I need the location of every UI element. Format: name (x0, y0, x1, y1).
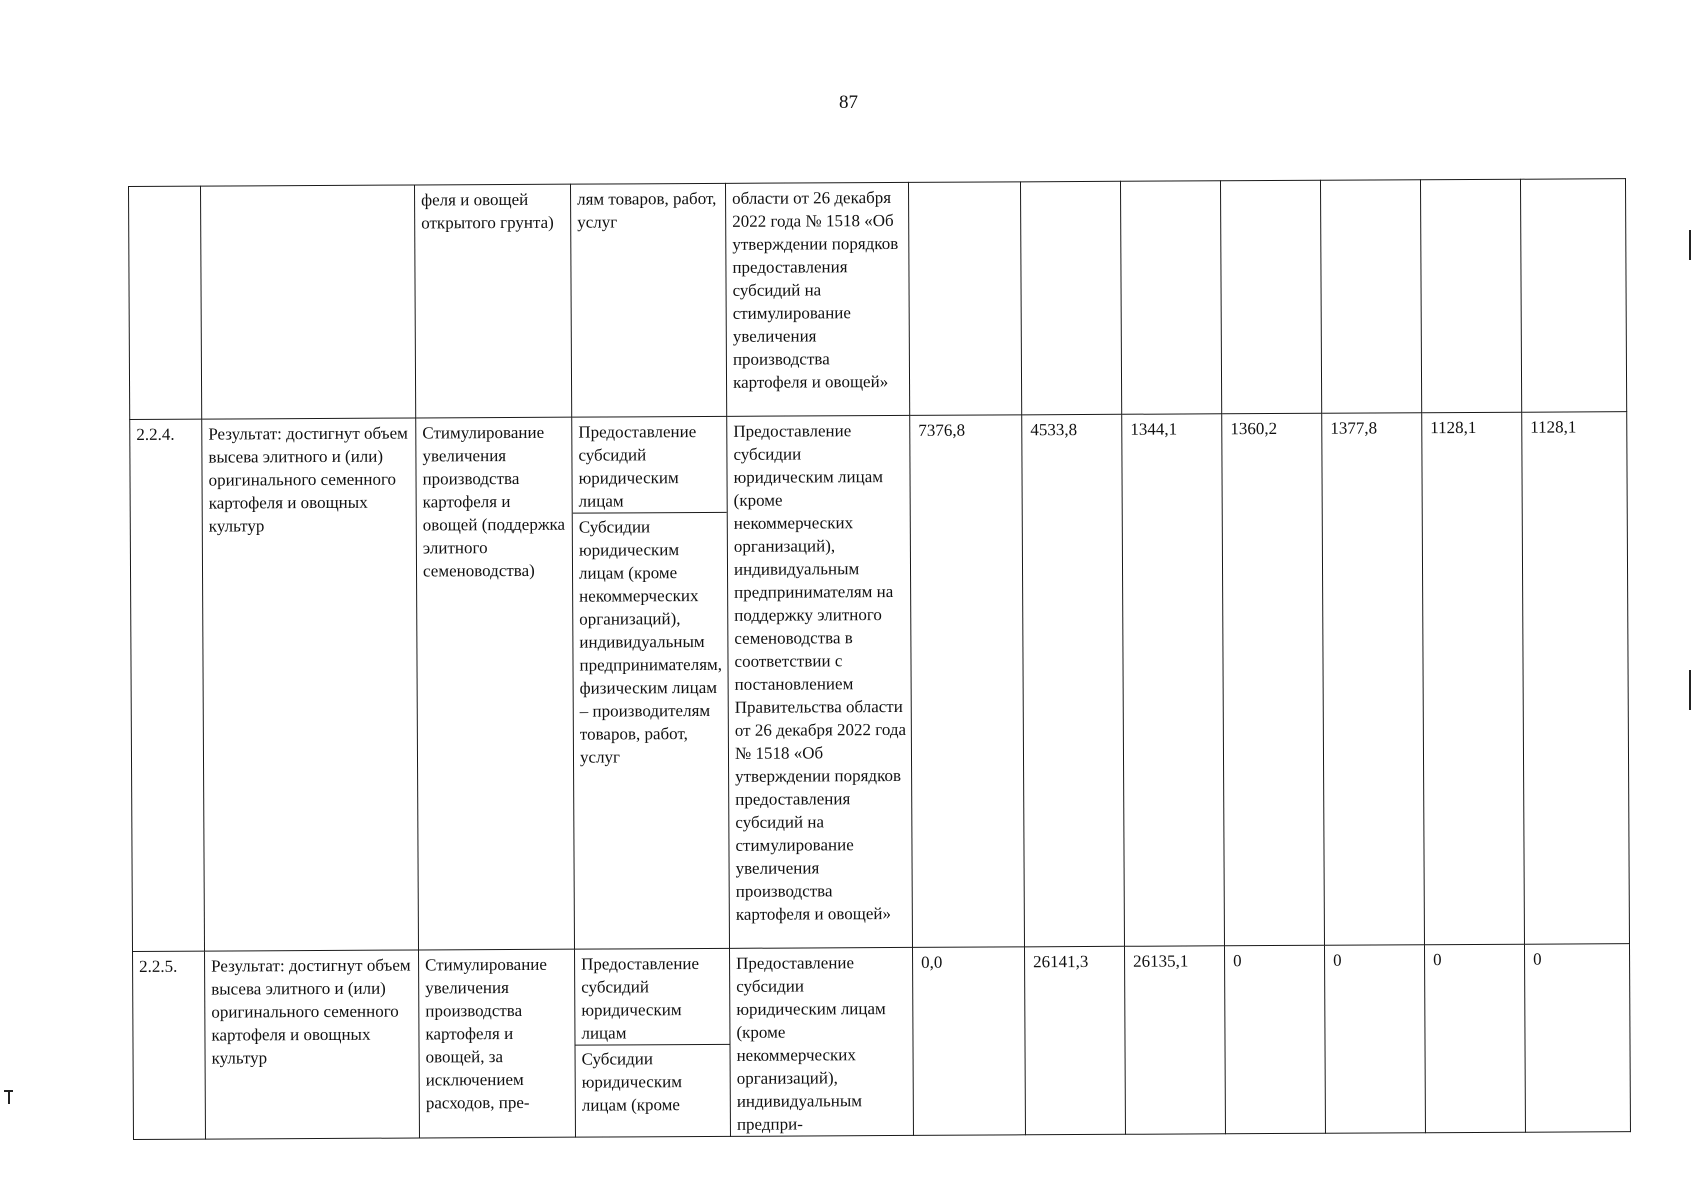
measure-cell: феля и овощей открытого грунта) (414, 184, 571, 418)
type-text: лям товаров, работ, услуг (577, 188, 717, 232)
type-subtext: Субсидии юридическим лицам (кроме (581, 1049, 682, 1115)
value-cell: 0 (1524, 944, 1630, 1133)
type-subtext: Субсидии юридическим лицам (кроме некоммерческих организаций), индивидуальным предпринимателям, физическим лицам – производителям товаров, работ, услуг (578, 517, 723, 767)
table-row (133, 944, 1631, 1140)
row-id-cell (129, 186, 202, 419)
basis-cell: области от 26 декабря 2022 года № 1518 «Об утверждении порядков предоставления субсидий на стимулирование увеличения производства картофеля и овощей» (725, 182, 909, 416)
result-cell: Результат: достигнут объем высева элитного и (или) оригинального семенного картофеля и овощных культур (205, 950, 420, 1139)
value-cell: 1360,2 (1222, 413, 1325, 946)
scan-mark (8, 1092, 10, 1104)
value-cell (1520, 179, 1626, 413)
value-cell: 0,0 (912, 947, 1025, 1136)
value-cell: 4533,8 (1022, 414, 1125, 947)
type-cell (570, 183, 726, 417)
value-cell: 0 (1424, 944, 1525, 1133)
result-cell: Результат: достигнут объем высева элитного и (или) оригинального семенного картофеля и овощных культур (202, 418, 419, 951)
table-row (129, 179, 1627, 420)
basis-cell: Предоставление субсидии юридическим лицам (кроме некоммерческих организаций), индивидуальным предпри- (729, 947, 913, 1136)
value-cell: 0 (1224, 945, 1325, 1134)
budget-table (128, 178, 1631, 1140)
measure-cell: Стимулирование увеличения производства картофеля и овощей, за исключением расходов, пре- (419, 949, 576, 1138)
type-text: Предоставление субсидий юридическим лицам (572, 420, 726, 514)
value-cell: 1128,1 (1422, 412, 1525, 945)
value-cell (1420, 179, 1521, 413)
value-cell (908, 182, 1021, 416)
scan-mark (1689, 230, 1691, 260)
value-cell: 1344,1 (1122, 414, 1225, 947)
value-cell: 0 (1324, 945, 1425, 1134)
value-cell (1120, 181, 1221, 415)
scan-mark (1689, 670, 1691, 710)
table-row (130, 412, 1630, 952)
value-cell: 26141,3 (1024, 946, 1125, 1135)
value-cell (1020, 181, 1121, 415)
value-cell: 1377,8 (1322, 413, 1425, 946)
measure-cell: Стимулирование увеличения производства картофеля и овощей (поддержка элитного семеноводства) (416, 417, 575, 950)
row-id-cell: 2.2.4. (130, 419, 205, 951)
type-cell (572, 416, 730, 949)
row-id-cell: 2.2.5. (133, 951, 206, 1139)
value-cell: 1128,1 (1522, 412, 1630, 945)
type-text: Предоставление субсидий юридическим лицам (575, 952, 729, 1046)
page-number: 87 (839, 92, 858, 113)
type-cell (575, 948, 731, 1137)
value-cell (1220, 180, 1321, 414)
value-cell: 7376,8 (910, 415, 1025, 948)
basis-cell: Предоставление субсидии юридическим лицам (кроме некоммерческих организаций), индивидуальным предпринимателям на поддержку элитного семеноводства в соответствии с постановлением Правительства области от 26 декабря 2022 года № 1518 «Об утверждении порядков предоставления субсидий на стимулирование увеличения производства картофеля и овощей» (727, 415, 913, 948)
value-cell (1320, 180, 1421, 414)
value-cell: 26135,1 (1124, 946, 1225, 1135)
result-cell (201, 185, 416, 419)
